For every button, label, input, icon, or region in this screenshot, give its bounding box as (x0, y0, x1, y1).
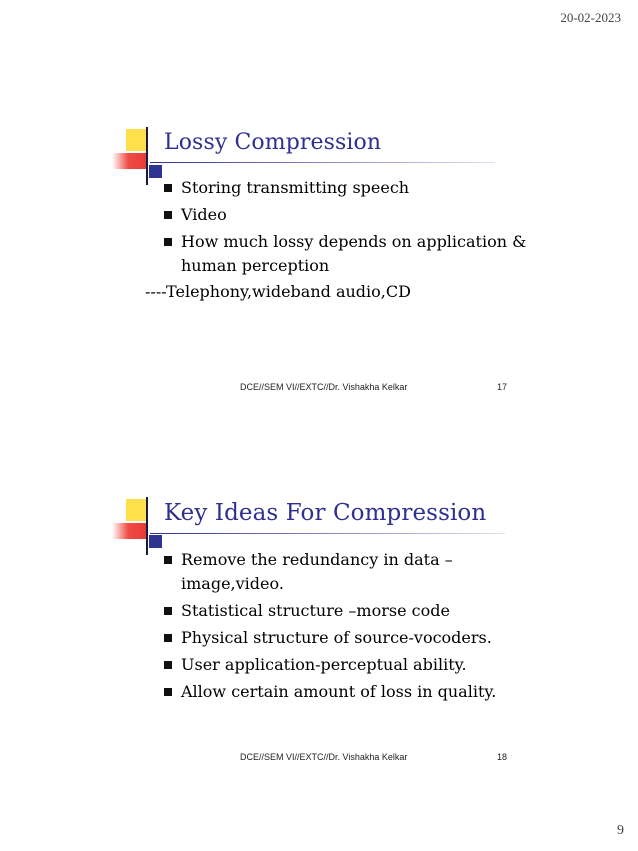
title-decoration-icon (112, 127, 172, 187)
list-item (164, 626, 554, 650)
slide-key-ideas (0, 490, 638, 790)
square-bullet-icon (164, 688, 172, 696)
square-bullet-icon (164, 184, 172, 192)
slide-lossy-compression (0, 120, 638, 420)
list-item (164, 680, 554, 704)
slide-number: 18 (497, 752, 508, 762)
slide-footer: DCE//SEM VI//EXTC//Dr. Vishakha Kelkar (240, 752, 408, 762)
bullet-text: Video (181, 205, 227, 224)
page-number: 9 (617, 823, 624, 838)
square-bullet-icon (164, 556, 172, 564)
bullet-text: User application-perceptual ability. (181, 655, 467, 674)
bullet-text: Remove the redundancy in data –image,video. (181, 550, 453, 593)
bullet-text: Storing transmitting speech (181, 178, 410, 197)
bullet-text: Allow certain amount of loss in quality. (181, 682, 497, 701)
square-bullet-icon (164, 634, 172, 642)
bullet-text: How much lossy depends on application & human perception (181, 232, 527, 275)
bullet-list (164, 176, 554, 281)
list-item (164, 548, 554, 596)
list-item (164, 653, 554, 677)
bullet-list (164, 548, 554, 707)
square-bullet-icon (164, 238, 172, 246)
example-line: ----Telephony,wideband audio,CD (145, 282, 411, 301)
list-item (164, 176, 554, 200)
slide-title: Lossy Compression (164, 130, 382, 155)
square-bullet-icon (164, 661, 172, 669)
slide-footer: DCE//SEM VI//EXTC//Dr. Vishakha Kelkar (240, 382, 408, 392)
bullet-text: Physical structure of source-vocoders. (181, 628, 492, 647)
title-underline (150, 533, 505, 534)
page-date: 20-02-2023 (560, 10, 621, 25)
list-item (164, 230, 554, 278)
bullet-text: Statistical structure –morse code (181, 601, 450, 620)
square-bullet-icon (164, 607, 172, 615)
title-underline (150, 162, 495, 163)
list-item (164, 203, 554, 227)
list-item (164, 599, 554, 623)
slide-number: 17 (497, 382, 508, 392)
title-decoration-icon (112, 497, 172, 557)
square-bullet-icon (164, 211, 172, 219)
slide-title: Key Ideas For Compression (164, 500, 487, 526)
